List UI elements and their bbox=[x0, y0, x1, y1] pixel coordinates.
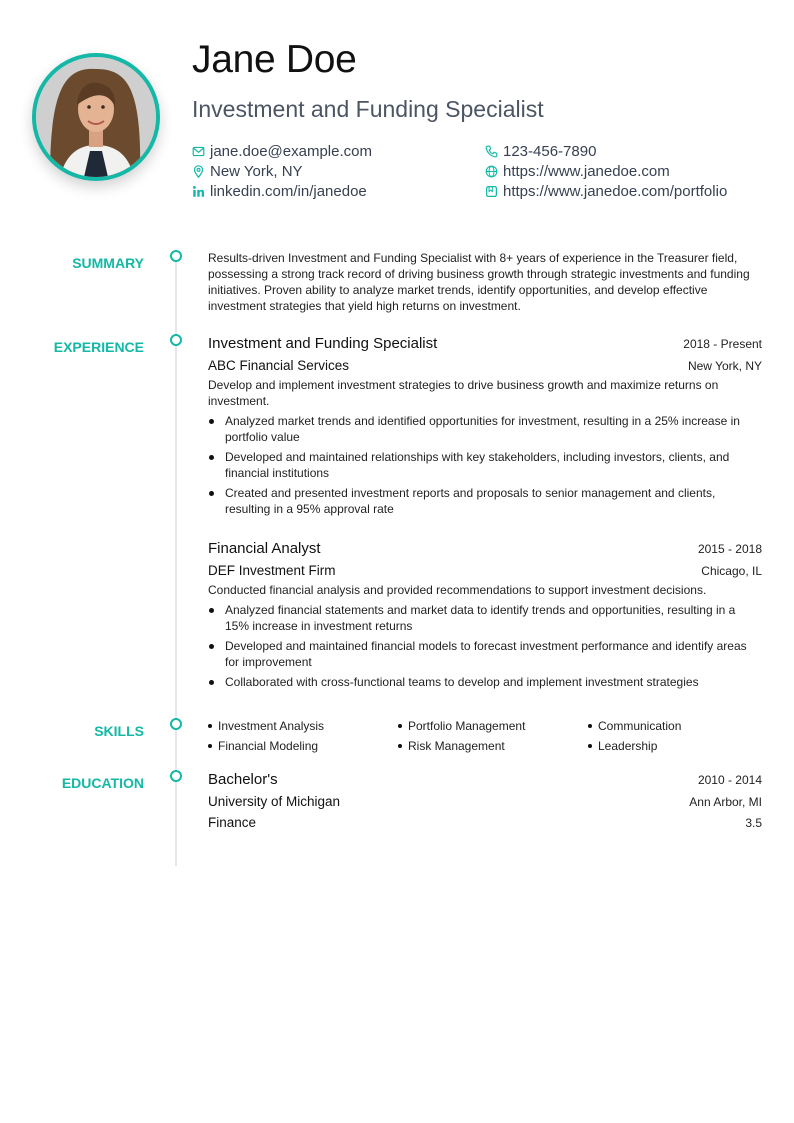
education-entry bbox=[208, 771, 762, 830]
avatar bbox=[36, 57, 156, 177]
avatar-photo bbox=[36, 57, 156, 177]
education-heading: EDUCATION bbox=[61, 775, 144, 791]
job-title: Financial Analyst bbox=[208, 540, 321, 557]
education-school: University of Michigan bbox=[208, 794, 341, 809]
job-achievement: Analyzed financial statements and market data to identify trends and opportunities, resulting in a 15% increase in investment returns bbox=[208, 602, 762, 634]
contact-portfolio[interactable] bbox=[485, 183, 727, 200]
phone-icon bbox=[485, 145, 498, 158]
summary-text: Results-driven Investment and Funding Specialist with 8+ years of experience in the Treasurer field, possessing a strong track record of driving business growth through strategic investments and funding initiatives. Proven ability to analyze market trends, identify opportunities, and develop effective investment strategies that yield high returns on investment. bbox=[208, 251, 750, 313]
avatar-ring bbox=[32, 53, 160, 181]
contact-portfolio-text: https://www.janedoe.com/portfolio bbox=[503, 183, 728, 200]
contact-linkedin[interactable] bbox=[192, 183, 367, 200]
candidate-headline: Investment and Funding Specialist bbox=[192, 96, 544, 122]
experience-heading: EXPERIENCE bbox=[53, 339, 144, 355]
contact-location-text: New York, NY bbox=[210, 163, 303, 180]
summary-marker bbox=[170, 250, 182, 262]
skills-marker bbox=[170, 718, 182, 730]
contact-linkedin-text: linkedin.com/in/janedoe bbox=[210, 183, 367, 200]
job-dates: 2015 - 2018 bbox=[697, 542, 762, 556]
contact-phone-text: 123-456-7890 bbox=[503, 143, 597, 160]
contact-email[interactable] bbox=[192, 143, 372, 160]
job-location: New York, NY bbox=[687, 359, 762, 373]
map-pin-icon bbox=[192, 165, 205, 178]
contact-location bbox=[192, 163, 303, 180]
job-company: DEF Investment Firm bbox=[208, 563, 336, 578]
globe-icon bbox=[485, 165, 498, 178]
skill-item: Leadership bbox=[588, 738, 762, 754]
skill-item: Financial Modeling bbox=[208, 738, 398, 754]
experience-marker bbox=[170, 334, 182, 346]
job-company: ABC Financial Services bbox=[208, 358, 350, 373]
skills-list bbox=[208, 718, 762, 754]
candidate-name: Jane Doe bbox=[192, 38, 357, 81]
job-description: Conducted financial analysis and provided recommendations to support investment decisions. bbox=[208, 583, 707, 597]
contact-phone[interactable] bbox=[485, 143, 596, 160]
job-location: Chicago, IL bbox=[701, 564, 762, 578]
job-entry bbox=[208, 540, 762, 690]
mail-icon bbox=[192, 145, 205, 158]
contact-email-text: jane.doe@example.com bbox=[210, 143, 372, 160]
education-gpa: 3.5 bbox=[745, 816, 762, 830]
job-achievement: Collaborated with cross-functional teams to develop and implement investment strategies bbox=[208, 674, 762, 690]
contact-website-text: https://www.janedoe.com bbox=[503, 163, 670, 180]
summary-heading: SUMMARY bbox=[72, 255, 144, 271]
job-achievement: Created and presented investment reports and proposals to senior management and clients, resulting in a 95% approval rate bbox=[208, 485, 762, 517]
job-achievement: Developed and maintained relationships with key stakeholders, including investors, clients, and financial institutions bbox=[208, 449, 762, 481]
contact-website[interactable] bbox=[485, 163, 670, 180]
education-dates: 2010 - 2014 bbox=[697, 773, 762, 787]
skill-item: Communication bbox=[588, 718, 762, 734]
job-description: Develop and implement investment strategies to drive business growth and maximize returns on investment. bbox=[208, 378, 719, 408]
job-achievement: Analyzed market trends and identified opportunities for investment, resulting in a 25% increase in portfolio value bbox=[208, 413, 762, 445]
job-entry bbox=[208, 335, 762, 517]
job-achievements bbox=[208, 413, 762, 517]
education-marker bbox=[170, 770, 182, 782]
education-field: Finance bbox=[208, 815, 257, 830]
job-title: Investment and Funding Specialist bbox=[208, 335, 438, 352]
portfolio-icon bbox=[485, 185, 498, 198]
job-dates: 2018 - Present bbox=[683, 337, 762, 351]
education-degree: Bachelor's bbox=[208, 771, 278, 788]
skill-item: Investment Analysis bbox=[208, 718, 398, 734]
skill-item: Portfolio Management bbox=[398, 718, 588, 734]
skills-heading: SKILLS bbox=[94, 723, 144, 739]
education-location: Ann Arbor, MI bbox=[689, 795, 762, 809]
job-achievements bbox=[208, 602, 762, 690]
linkedin-icon bbox=[192, 185, 205, 198]
skill-item: Risk Management bbox=[398, 738, 588, 754]
job-achievement: Developed and maintained financial models to forecast investment performance and identify areas for improvement bbox=[208, 638, 762, 670]
